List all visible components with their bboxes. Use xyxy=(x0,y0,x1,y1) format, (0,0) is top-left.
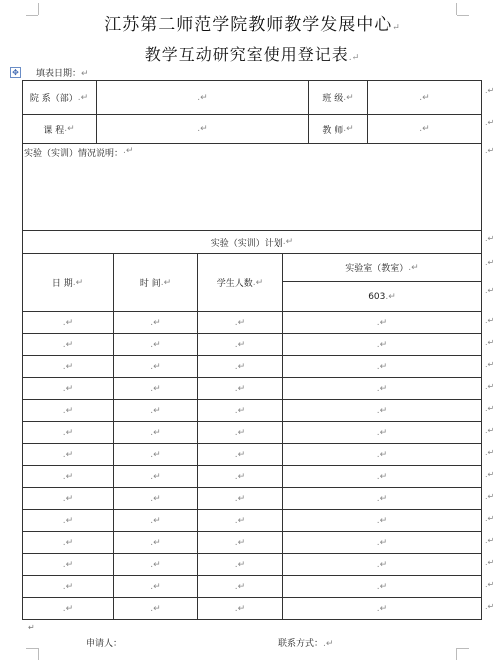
plan-cell[interactable]: .↵ xyxy=(62,581,74,592)
applicant xyxy=(86,636,122,649)
plan-cell[interactable]: .↵ xyxy=(62,339,74,350)
plan-cell[interactable]: .↵ xyxy=(62,361,74,372)
row-end-mark: .↵ xyxy=(485,338,495,347)
title-line-1: 江苏第二师范学院教师教学发展中心 xyxy=(104,15,393,35)
row-end-mark: .↵ xyxy=(485,580,495,589)
table-border xyxy=(22,619,482,620)
plan-cell[interactable]: .↵ xyxy=(234,493,246,504)
plan-cell[interactable]: .↵ xyxy=(150,537,161,548)
row-end-mark: .↵ xyxy=(485,360,495,369)
plan-cell[interactable]: .↵ xyxy=(62,427,74,438)
col-time-header: 时 间 .↵ xyxy=(139,277,172,289)
row-line xyxy=(22,143,482,144)
row-end-mark: .↵ xyxy=(485,146,495,155)
plan-cell[interactable]: .↵ xyxy=(62,493,74,504)
course-label: 课 程 .↵ xyxy=(43,124,75,136)
plan-cell[interactable]: .↵ xyxy=(62,559,74,570)
plan-cell[interactable]: .↵ xyxy=(234,537,246,548)
plan-cell[interactable]: .↵ xyxy=(234,581,246,592)
plan-cell[interactable]: .↵ xyxy=(62,471,74,482)
col-date-header: 日 期 .↵ xyxy=(51,277,84,289)
row-end-mark: .↵ xyxy=(485,558,495,567)
plan-cell[interactable]: .↵ xyxy=(150,405,161,416)
fill-date xyxy=(36,66,89,79)
plan-cell[interactable]: .↵ xyxy=(150,493,161,504)
plan-cell[interactable]: .↵ xyxy=(62,603,74,614)
plan-cell[interactable]: .↵ xyxy=(150,581,161,592)
plan-cell[interactable]: .↵ xyxy=(150,603,161,614)
plan-cell[interactable]: .↵ xyxy=(376,361,388,372)
teacher-label: 教 师 .↵ xyxy=(322,124,354,136)
plan-cell[interactable]: .↵ xyxy=(62,383,74,394)
row-end-mark: .↵ xyxy=(485,470,495,479)
plan-cell[interactable]: .↵ xyxy=(376,339,388,350)
row-end-mark: .↵ xyxy=(485,536,495,545)
plan-cell[interactable]: .↵ xyxy=(376,383,388,394)
plan-cell[interactable]: .↵ xyxy=(234,515,246,526)
plan-cell[interactable]: .↵ xyxy=(150,361,161,372)
plan-cell[interactable]: .↵ xyxy=(234,449,246,460)
paragraph-mark: .↵ xyxy=(323,639,334,649)
row-end-mark: .↵ xyxy=(485,514,495,523)
plan-cell[interactable]: .↵ xyxy=(376,493,388,504)
row-end-mark: .↵ xyxy=(485,602,495,611)
row-end-mark: .↵ xyxy=(485,492,495,501)
plan-cell[interactable]: .↵ xyxy=(376,471,388,482)
contact xyxy=(278,636,333,649)
plan-cell[interactable]: .↵ xyxy=(150,449,161,460)
crop-mark xyxy=(38,648,39,660)
paragraph-mark: ↵ xyxy=(392,23,400,33)
plan-cell[interactable]: .↵ xyxy=(234,361,246,372)
description-label: 实验（实训）情况说明： xyxy=(24,149,124,159)
plan-cell[interactable]: .↵ xyxy=(150,383,161,394)
plan-cell[interactable]: .↵ xyxy=(376,515,388,526)
row-end-mark: .↵ xyxy=(485,382,495,391)
plan-cell[interactable]: .↵ xyxy=(62,515,74,526)
fill-date-label: 填表日期： xyxy=(36,69,82,79)
plan-cell[interactable]: .↵ xyxy=(62,449,74,460)
col-lab-header: 实验室（教室） .↵ xyxy=(345,262,419,274)
plan-cell[interactable]: .↵ xyxy=(376,537,388,548)
document-title xyxy=(0,10,504,35)
plan-cell[interactable]: .↵ xyxy=(150,515,161,526)
lab-room-value[interactable]: 603 .↵ xyxy=(368,291,396,302)
dept-field[interactable]: .↵ xyxy=(197,92,208,103)
plan-cell[interactable]: .↵ xyxy=(376,405,388,416)
plan-heading: 实验（实训）计划 .↵ xyxy=(210,237,294,249)
dept-label: 院 系（部） .↵ xyxy=(29,92,89,104)
plan-cell[interactable]: .↵ xyxy=(150,471,161,482)
table-move-handle-icon[interactable]: ✥ xyxy=(10,67,21,78)
plan-cell[interactable]: .↵ xyxy=(150,339,161,350)
document-subtitle xyxy=(0,42,504,65)
teacher-field[interactable]: .↵ xyxy=(419,124,430,134)
paragraph-mark: ↵ xyxy=(28,623,35,632)
row-end-mark: .↵ xyxy=(485,234,495,243)
plan-cell[interactable]: .↵ xyxy=(62,405,74,416)
plan-cell[interactable]: .↵ xyxy=(62,537,74,548)
plan-cell[interactable]: .↵ xyxy=(234,427,246,438)
row-end-mark: .↵ xyxy=(485,86,495,95)
plan-cell[interactable]: .↵ xyxy=(234,317,246,328)
plan-cell[interactable]: .↵ xyxy=(234,559,246,570)
class-field[interactable]: .↵ xyxy=(419,92,430,103)
plan-cell[interactable]: .↵ xyxy=(150,317,161,328)
crop-mark xyxy=(26,648,38,649)
row-end-mark: .↵ xyxy=(485,118,495,127)
paragraph-mark: .↵ xyxy=(348,53,360,63)
plan-cell[interactable]: .↵ xyxy=(234,405,246,416)
table-border xyxy=(481,80,482,620)
plan-cell[interactable]: .↵ xyxy=(376,603,388,614)
row-end-mark: .↵ xyxy=(485,286,495,295)
paragraph-mark: ↵ xyxy=(81,69,89,79)
crop-mark xyxy=(457,648,469,649)
plan-cell[interactable]: .↵ xyxy=(376,581,388,592)
applicant-label: 申请人： xyxy=(86,639,123,649)
row-end-mark: .↵ xyxy=(485,316,495,325)
row-end-mark: .↵ xyxy=(485,448,495,457)
plan-cell[interactable]: .↵ xyxy=(234,383,246,394)
plan-cell[interactable]: .↵ xyxy=(234,471,246,482)
contact-label: 联系方式： xyxy=(278,639,324,649)
row-end-mark: .↵ xyxy=(485,258,495,267)
plan-cell[interactable]: .↵ xyxy=(234,339,246,350)
plan-cell[interactable]: .↵ xyxy=(376,559,388,570)
plan-cell[interactable]: .↵ xyxy=(62,317,74,328)
plan-cell[interactable]: .↵ xyxy=(150,427,161,438)
course-field[interactable]: .↵ xyxy=(197,124,208,134)
row-end-mark: .↵ xyxy=(485,404,495,413)
col-students-header: 学生人数 .↵ xyxy=(216,277,264,289)
plan-cell[interactable]: .↵ xyxy=(376,317,388,328)
crop-mark xyxy=(456,648,457,660)
description-field[interactable]: 实验（实训）情况说明： .↵ xyxy=(24,146,134,159)
class-label: 班 级 .↵ xyxy=(322,92,354,104)
plan-cell[interactable]: .↵ xyxy=(234,603,246,614)
plan-cell[interactable]: .↵ xyxy=(376,449,388,460)
title-line-2: 教学互动研究室使用登记表 xyxy=(144,45,349,64)
row-end-mark: .↵ xyxy=(485,426,495,435)
plan-cell[interactable]: .↵ xyxy=(150,559,161,570)
plan-cell[interactable]: .↵ xyxy=(376,427,388,438)
